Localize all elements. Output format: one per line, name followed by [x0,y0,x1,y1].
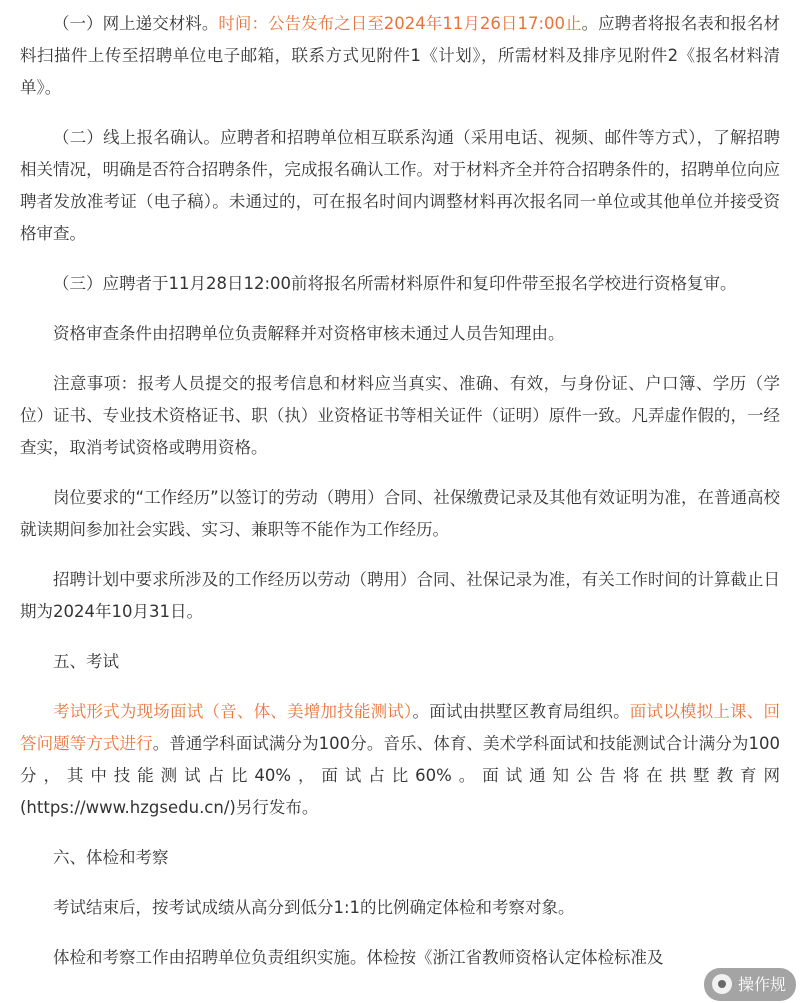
paragraph-review-explain: 资格审查条件由招聘单位负责解释并对资格审核未通过人员告知理由。 [53,324,565,343]
highlight-interview-method: 面试以模拟上课、回答问题等方式进行 [20,702,781,753]
section-heading-physical: 六、体检和考察 [53,848,169,867]
operation-guide-label: 操作规 [737,975,786,994]
paragraph-physical-impl: 体检和考察工作由招聘单位负责组织实施。体检按《浙江省教师资格认定体检标准及 [53,948,664,967]
text: 。普通学科面试满分为100分。音乐、体育、美术学科面试和技能测试合计满分为100分，其中技能测试占比40%，面试占比60%。面试通知公告将在拱墅教育网(https://www.hzgsedu.cn/)另行发布。 [20,734,780,817]
paragraph-online-submission [20,8,780,104]
highlight-exam-form: 考试形式为现场面试（音、体、美增加技能测试） [53,702,413,721]
paragraph-physical-object: 考试结束后，按考试成绩从高分到低分1:1的比例确定体检和考察对象。 [53,898,575,917]
text: （一）网上递交材料。 [53,14,219,33]
paragraph-exam [20,696,780,824]
article-body [0,8,800,974]
paragraph-work-date: 招聘计划中要求所涉及的工作经历以劳动（聘用）合同、社保记录为准，有关工作时间的计算截止日期为2024年10月31日。 [20,570,780,621]
paragraph-review: （三）应聘者于11月28日12:00前将报名所需材料原件和复印件带至报名学校进行资格复审。 [53,274,737,293]
tools-icon [712,974,732,994]
text: 。面试由拱墅区教育局组织。 [412,702,630,721]
highlight-deadline: 时间：公告发布之日至2024年11月26日17:00止 [218,14,582,33]
text: 。应聘者将报名表和报名材料扫描件上传至招聘单位电子邮箱，联系方式见附件1《计划》，所需材料及排序见附件2《报名材料清单》。 [20,14,781,97]
paragraph-work-experience: 岗位要求的“工作经历”以签订的劳动（聘用）合同、社保缴费记录及其他有效证明为准，在普通高校就读期间参加社会实践、实习、兼职等不能作为工作经历。 [20,488,780,539]
operation-guide-button[interactable] [704,968,796,1001]
paragraph-notice: 注意事项：报考人员提交的报考信息和材料应当真实、准确、有效，与身份证、户口簿、学历（学位）证书、专业技术资格证书、职（执）业资格证书等相关证件（证明）原件一致。凡弄虚作假的，一经查实，取消考试资格或聘用资格。 [20,374,780,457]
paragraph-online-confirmation: （二）线上报名确认。应聘者和招聘单位相互联系沟通（采用电话、视频、邮件等方式），了解招聘相关情况，明确是否符合招聘条件，完成报名确认工作。对于材料齐全并符合招聘条件的，招聘单位向应聘者发放准考证（电子稿）。未通过的，可在报名时间内调整材料再次报名同一单位或其他单位并接受资格审查。 [20,128,780,243]
section-heading-exam: 五、考试 [53,652,119,671]
